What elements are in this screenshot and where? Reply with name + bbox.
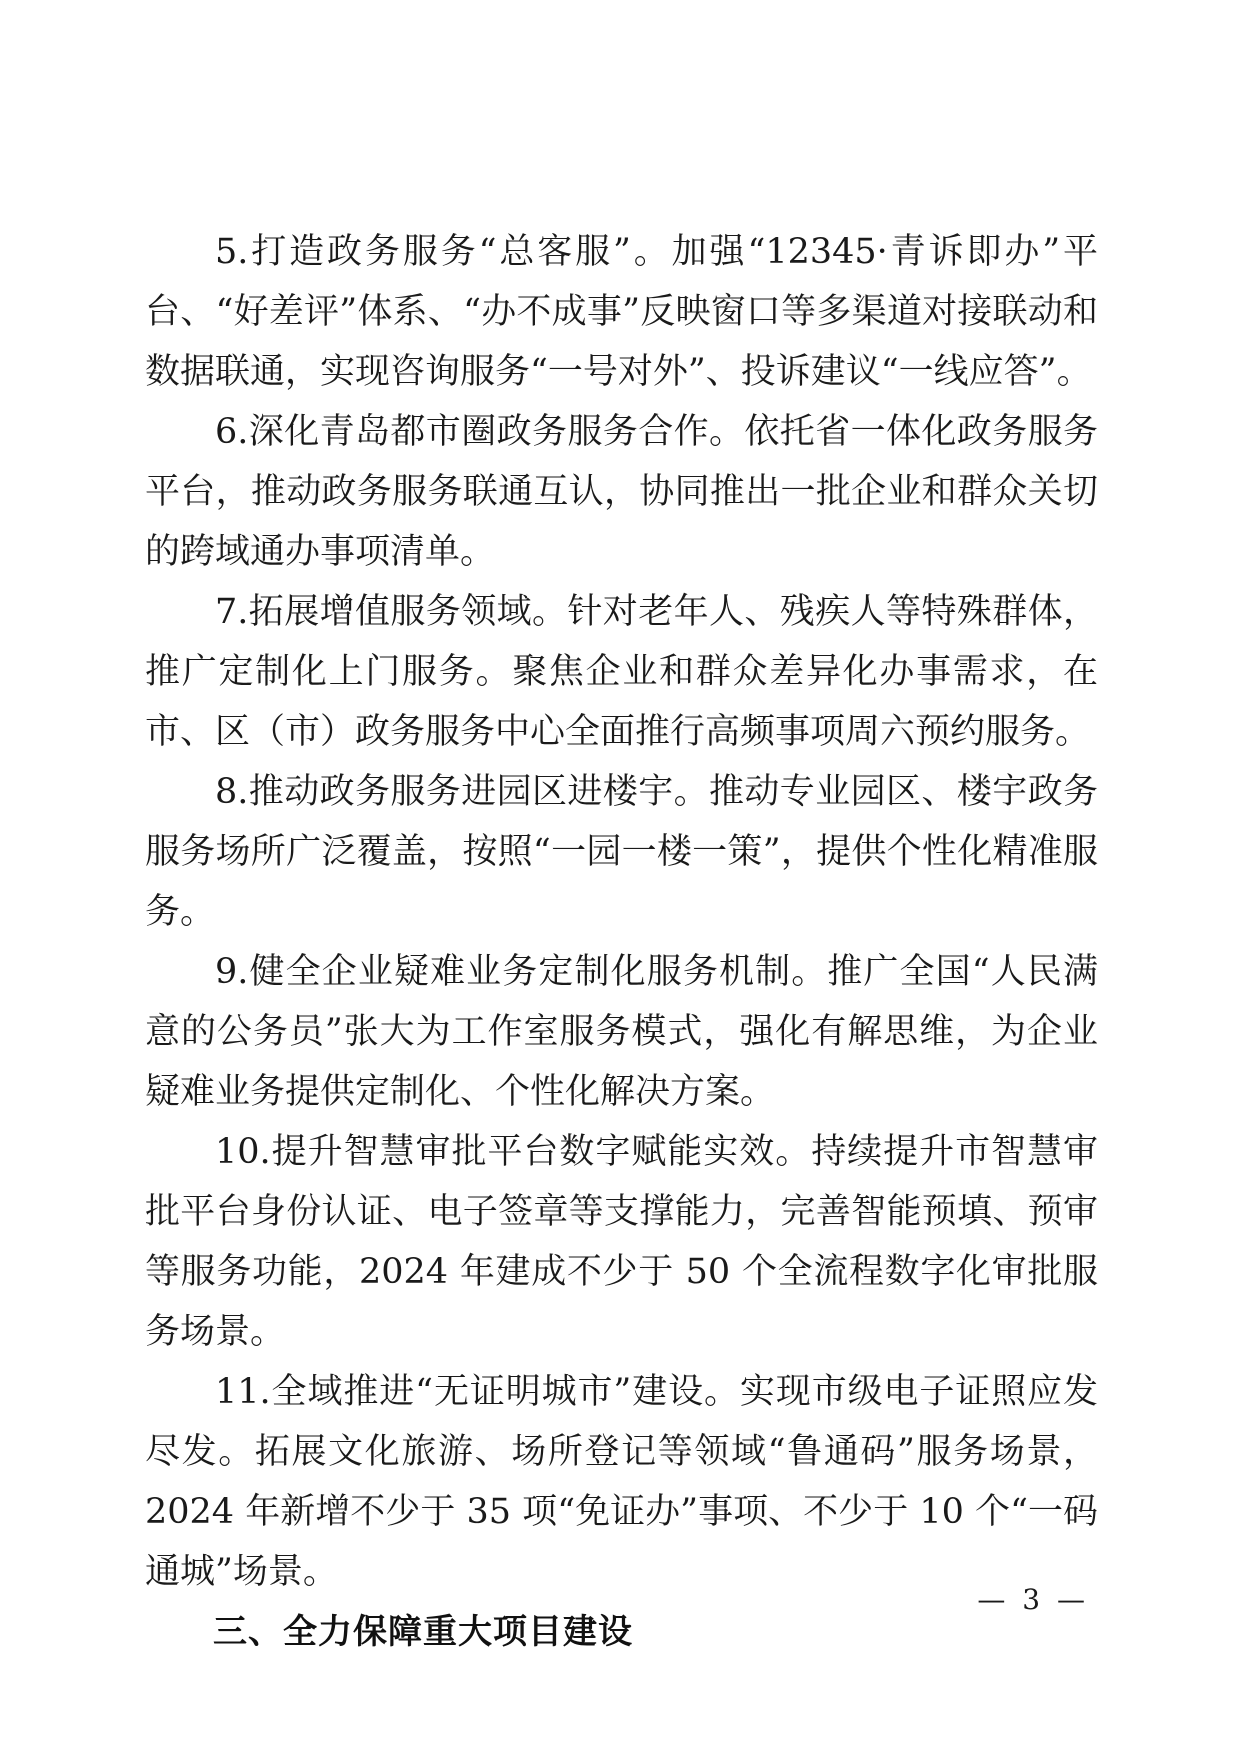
paragraph-item-10: 10.提升智慧审批平台数字赋能实效。持续提升市智慧审批平台身份认证、电子签章等支撑能力，完善智能预填、预审等服务功能，2024 年建成不少于 50 个全流程数字化审批服务场景。 bbox=[145, 1132, 1098, 1352]
paragraph-item-9: 9.健全企业疑难业务定制化服务机制。推广全国“人民满意的公务员”张大为工作室服务模式，强化有解思维，为企业疑难业务提供定制化、个性化解决方案。 bbox=[145, 952, 1098, 1112]
page-number: — 3 — bbox=[977, 1583, 1089, 1616]
document-body bbox=[145, 222, 1098, 1662]
paragraph-item-5: 5.打造政务服务“总客服”。加强“12345·青诉即办”平台、“好差评”体系、“办不成事”反映窗口等多渠道对接联动和数据联通，实现咨询服务“一号对外”、投诉建议“一线应答”。 bbox=[145, 232, 1098, 392]
paragraph-item-11: 11.全域推进“无证明城市”建设。实现市级电子证照应发尽发。拓展文化旅游、场所登记等领域“鲁通码”服务场景，2024 年新增不少于 35 项“免证办”事项、不少于 10 个“一码通城”场景。 bbox=[145, 1372, 1098, 1592]
paragraph-item-8: 8.推动政务服务进园区进楼宇。推动专业园区、楼宇政务服务场所广泛覆盖，按照“一园一楼一策”，提供个性化精准服务。 bbox=[145, 772, 1098, 932]
paragraph-item-7: 7.拓展增值服务领域。针对老年人、残疾人等特殊群体，推广定制化上门服务。聚焦企业和群众差异化办事需求，在市、区（市）政务服务中心全面推行高频事项周六预约服务。 bbox=[145, 592, 1098, 752]
section-heading: 三、全力保障重大项目建设 bbox=[213, 1612, 633, 1652]
paragraph-item-6: 6.深化青岛都市圈政务服务合作。依托省一体化政务服务平台，推动政务服务联通互认，协同推出一批企业和群众关切的跨域通办事项清单。 bbox=[145, 412, 1098, 572]
